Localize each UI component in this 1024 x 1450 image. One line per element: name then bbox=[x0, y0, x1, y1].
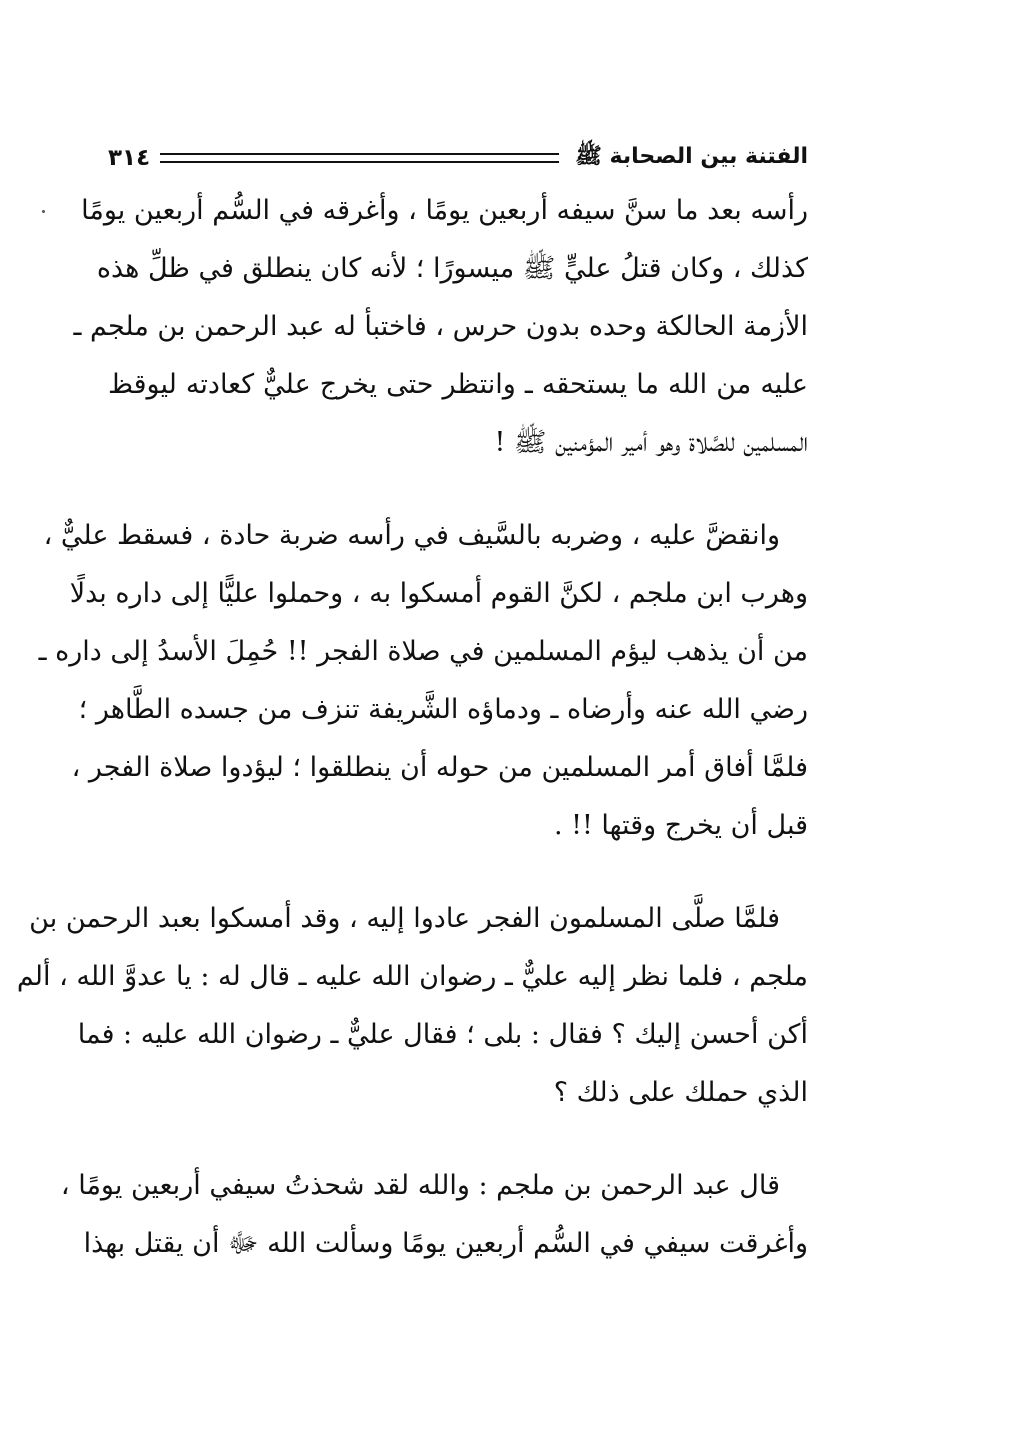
paragraph-spacer bbox=[108, 472, 808, 507]
header-double-rule bbox=[160, 153, 559, 163]
text-line: فلمَّا أفاق أمر المسلمين من حوله أن ينطلقوا ؛ ليؤدوا صلاة الفجر ، bbox=[71, 752, 808, 783]
margin-speck bbox=[42, 210, 45, 213]
page-number: ٣١٤ bbox=[108, 145, 151, 171]
text-line: عليه من الله ما يستحقه ـ وانتظر حتى يخرج عليٌّ كعادته ليوقظ bbox=[108, 369, 808, 400]
text-line: الذي حملك على ذلك ؟ bbox=[553, 1077, 808, 1108]
text-line: رضي الله عنه وأرضاه ـ ودماؤه الشَّريفة تنزف من جسده الطَّاهر ؛ bbox=[78, 694, 808, 725]
text-line: قال عبد الرحمن بن ملجم : والله لقد شحذتُ سيفي أربعين يومًا ، bbox=[60, 1170, 780, 1201]
paragraph bbox=[38, 507, 808, 855]
text-line: وأغرقت سيفي في السُّم أربعين يومًا وسألت الله ﷻ أن يقتل بهذا bbox=[83, 1228, 808, 1259]
text-line: من أن يذهب ليؤم المسلمين في صلاة الفجر !! حُمِلَ الأسدُ إلى داره ـ bbox=[38, 636, 808, 667]
paragraph bbox=[60, 1157, 808, 1273]
text-line: أكن أحسن إليك ؟ فقال : بلى ؛ فقال عليٌّ ـ رضوان الله عليه : فما bbox=[77, 1019, 808, 1050]
text-line: وهرب ابن ملجم ، لكنَّ القوم أمسكوا به ، وحملوا عليًّا إلى داره بدلًا bbox=[69, 578, 808, 609]
running-header bbox=[108, 138, 808, 178]
text-line: كذلك ، وكان قتلُ عليٍّ ﷺ ميسورًا ؛ لأنه كان ينطلق في ظلِّ هذه bbox=[96, 253, 808, 284]
paragraph bbox=[16, 890, 808, 1122]
text-line: الأزمة الحالكة وحده بدون حرس ، فاختبأ له عبد الرحمن بن ملجم ـ bbox=[73, 311, 808, 342]
text-line: ملجم ، فلما نظر إليه عليٌّ ـ رضوان الله عليه ـ قال له : يا عدوَّ الله ، ألم bbox=[16, 961, 808, 992]
paragraph bbox=[73, 182, 808, 472]
paragraph-spacer bbox=[108, 1122, 808, 1157]
running-header-title: الفتنة بين الصحابة ﷺ bbox=[575, 144, 808, 169]
text-line: قبل أن يخرج وقتها !! . bbox=[553, 810, 808, 841]
text-line: وانقضَّ عليه ، وضربه بالسَّيف في رأسه ضربة حادة ، فسقط عليٌّ ، bbox=[43, 520, 780, 551]
paragraph-spacer bbox=[108, 855, 808, 890]
text-line: فلمَّا صلَّى المسلمون الفجر عادوا إليه ، وقد أمسكوا بعبد الرحمن بن bbox=[29, 903, 780, 934]
text-line: رأسه بعد ما سنَّ سيفه أربعين يومًا ، وأغرقه في السُّم أربعين يومًا bbox=[81, 195, 808, 226]
text-line: المسلمين للصَّلاة وهو أمير المؤمنين ﷺ ! bbox=[494, 427, 808, 458]
body-text bbox=[16, 182, 808, 1273]
